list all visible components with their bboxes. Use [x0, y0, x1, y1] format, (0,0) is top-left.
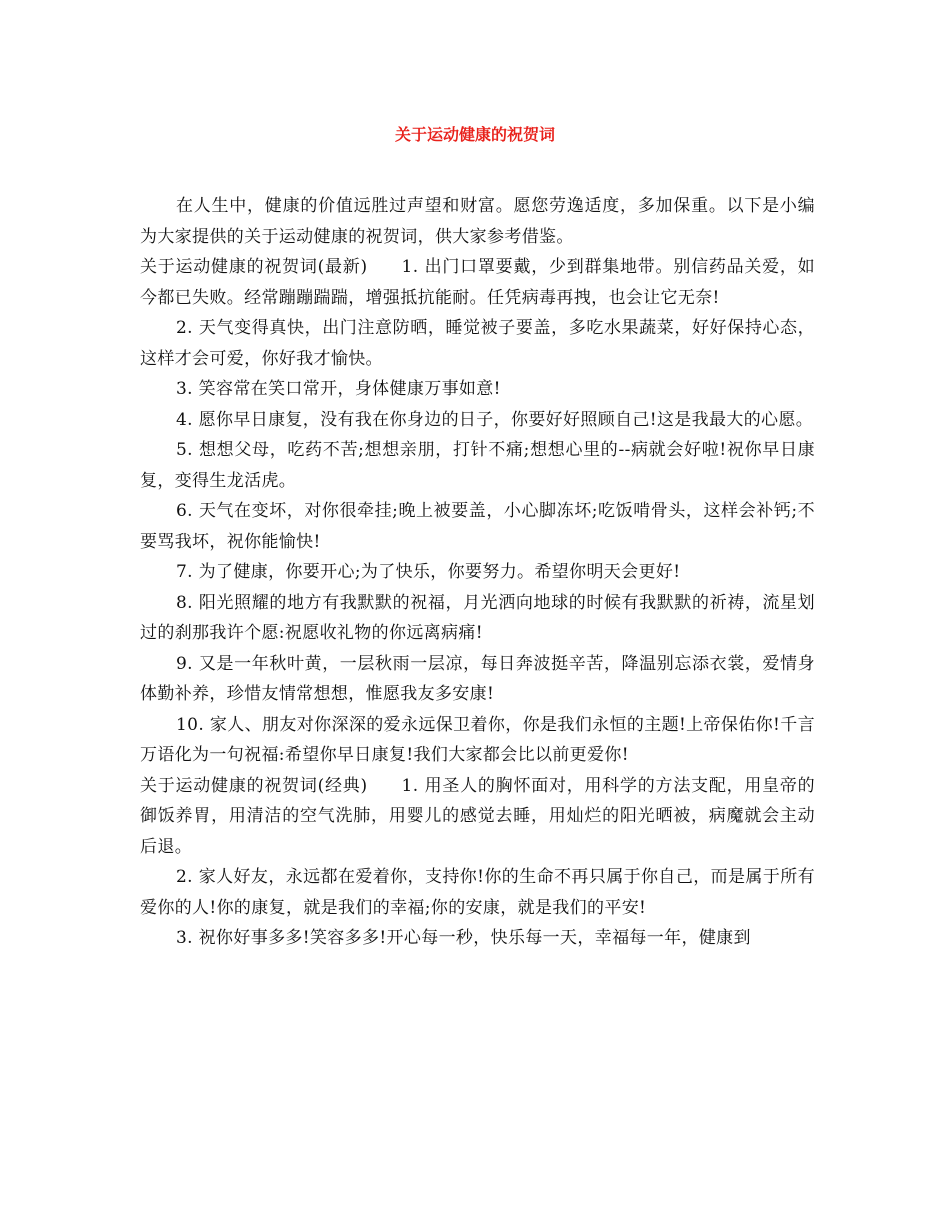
section-title: 关于运动健康的祝贺词(经典) — [140, 775, 368, 796]
intro-paragraph: 在人生中，健康的价值远胜过声望和财富。愿您劳逸适度，多加保重。以下是小编为大家提供的关于运动健康的祝贺词，供大家参考借鉴。 — [140, 196, 815, 247]
list-item: 2. 天气变得真快，出门注意防晒，睡觉被子要盖，多吃水果蔬菜，好好保持心态，这样才会可爱，你好我才愉快。 — [140, 318, 815, 369]
list-item: 3. 祝你好事多多!笑容多多!开心每一秒，快乐每一天，幸福每一年，健康到 — [176, 928, 751, 948]
document-body — [140, 191, 815, 954]
list-item: 2. 家人好友，永远都在爱着你，支持你!你的生命不再只属于你自己，而是属于所有爱你的人!你的康复，就是我们的幸福;你的安康，就是我们的平安! — [140, 867, 815, 918]
list-item: 8. 阳光照耀的地方有我默默的祝福，月光洒向地球的时候有我默默的祈祷，流星划过的刹那我许个愿:祝愿收礼物的你远离病痛! — [140, 592, 815, 643]
section-heading-latest — [140, 252, 815, 313]
list-item: 5. 想想父母，吃药不苦;想想亲朋，打针不痛;想想心里的--病就会好啦!祝你早日康复，变得生龙活虎。 — [140, 440, 815, 491]
list-item: 1. 出门口罩要戴，少到群集地带。别信药品关爱，如今都已失败。经常蹦蹦踹踹，增强抵抗能耐。任凭病毒再拽，也会让它无奈! — [140, 257, 816, 308]
list-item: 7. 为了健康，你要开心;为了快乐，你要努力。希望你明天会更好! — [176, 562, 681, 582]
section-title: 关于运动健康的祝贺词(最新) — [140, 257, 368, 277]
list-item: 6. 天气在变坏，对你很牵挂;晚上被要盖，小心脚冻坏;吃饭啃骨头，这样会补钙;不要骂我坏，祝你能愉快! — [140, 501, 815, 552]
document-title: 关于运动健康的祝贺词 — [394, 125, 555, 144]
list-item: 1. 用圣人的胸怀面对，用科学的方法支配，用皇帝的御饭养胃，用清洁的空气洗肺，用婴儿的感觉去睡，用灿烂的阳光晒被，病魔就会主动后退。 — [140, 775, 816, 857]
list-item: 4. 愿你早日康复，没有我在你身边的日子，你要好好照顾自己!这是我最大的心愿。 — [176, 409, 814, 430]
section-heading-classic — [140, 771, 815, 863]
list-item: 10. 家人、朋友对你深深的爱永远保卫着你，你是我们永恒的主题!上帝保佑你!千言万语化为一句祝福:希望你早日康复!我们大家都会比以前更爱你! — [140, 714, 815, 765]
list-item: 9. 又是一年秋叶黄，一层秋雨一层凉，每日奔波挺辛苦，降温别忘添衣裳，爱情身体勤补养，珍惜友情常想想，惟愿我友多安康! — [140, 653, 815, 704]
list-item: 3. 笑容常在笑口常开，身体健康万事如意! — [176, 379, 501, 399]
